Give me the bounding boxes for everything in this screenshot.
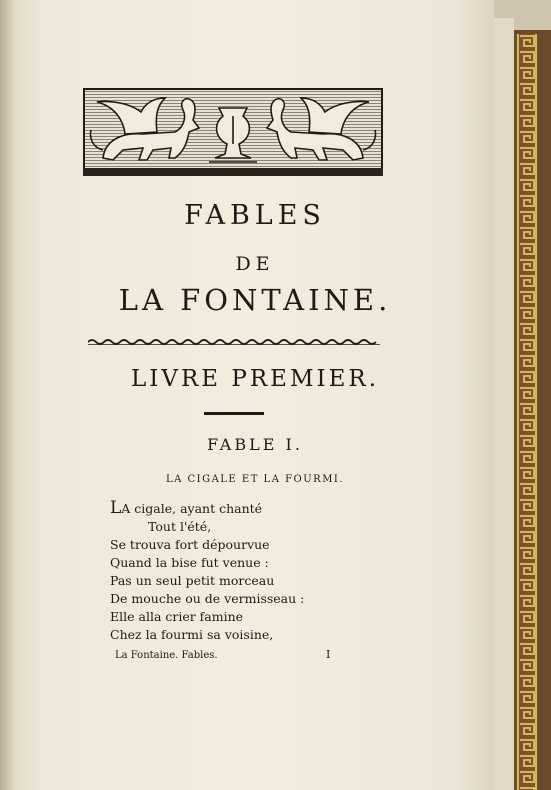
verse-line: Se trouva fort dépourvue [110, 537, 270, 552]
poem-verses [110, 499, 430, 644]
verse-line [110, 499, 430, 518]
title-line-de: DE [235, 253, 275, 275]
title-line-fables: FABLES [184, 200, 326, 231]
footer-signature: La Fontaine. Fables. [115, 650, 218, 661]
book-title: LIVRE PREMIER. [130, 366, 380, 392]
headpiece-engraving [83, 88, 383, 176]
drop-cap: L [110, 498, 122, 518]
signature-mark: I [326, 648, 331, 661]
verse-line: Elle alla crier famine [110, 609, 244, 624]
verse-line: Tout l'été, [148, 519, 212, 534]
short-rule [204, 411, 264, 417]
verse-line: De mouche ou de vermisseau : [110, 591, 305, 606]
verse-line: Pas un seul petit morceau [110, 573, 275, 588]
verse-line: Quand la bise fut venue : [110, 555, 269, 570]
fable-number: FABLE I. [207, 435, 303, 454]
page-edges [494, 18, 514, 790]
gutter [0, 0, 16, 790]
verse-text: A cigale, ayant chanté [121, 501, 263, 516]
title-line-la-fontaine: LA FONTAINE. [118, 283, 392, 317]
fable-title: LA CIGALE ET LA FOURMI. [165, 474, 345, 485]
greek-key-border-icon [516, 34, 538, 790]
verse-line: Chez la fourmi sa voisine, [110, 627, 274, 642]
wavy-divider [88, 337, 380, 347]
